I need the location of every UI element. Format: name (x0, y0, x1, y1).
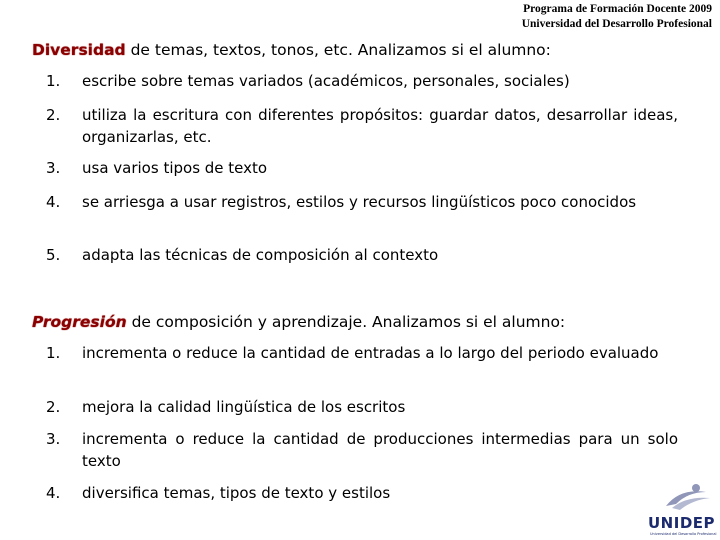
item-text: utiliza la escritura con diferentes propósitos: guardar datos, desarrollar ideas, organizarlas, etc. (82, 106, 678, 146)
item-number: 4. (46, 193, 61, 211)
item-number: 2. (46, 106, 61, 124)
logo-name: UNIDEP (648, 514, 716, 532)
item-number: 4. (46, 484, 61, 502)
item-number: 3. (46, 159, 61, 177)
item-text: incrementa o reduce la cantidad de entradas a lo largo del periodo evaluado (82, 344, 659, 362)
item-text: escribe sobre temas variados (académicos, personales, sociales) (82, 72, 570, 90)
section-title-diversidad (32, 40, 551, 60)
section-title-progresion (32, 312, 565, 332)
logo-tagline: Universidad del Desarrollo Profesional (650, 532, 717, 536)
item-number: 2. (46, 398, 61, 416)
item-number: 3. (46, 430, 61, 448)
item-text: adapta las técnicas de composición al contexto (82, 246, 439, 264)
item-number: 1. (46, 344, 61, 362)
section-title-rest: de composición y aprendizaje. Analizamos si el alumno: (126, 313, 566, 331)
section-title-rest: de temas, textos, tonos, etc. Analizamos si el alumno: (125, 41, 551, 59)
header-university: Universidad del Desarrollo Profesional (521, 18, 712, 30)
header (522, 2, 712, 32)
header-program: Programa de Formación Docente 2009 (523, 3, 712, 15)
keyword-diversidad: Diversidad (32, 41, 126, 59)
item-text: diversifica temas, tipos de texto y estilos (82, 484, 391, 502)
item-number: 5. (46, 246, 61, 264)
item-number: 1. (46, 72, 61, 90)
item-text: se arriesga a usar registros, estilos y recursos lingüísticos poco conocidos (82, 193, 637, 211)
item-text: usa varios tipos de texto (82, 159, 268, 177)
item-text: incrementa o reduce la cantidad de producciones intermedias para un solo texto (82, 430, 678, 470)
keyword-progresion: Progresión (32, 313, 127, 331)
item-text: mejora la calidad lingüística de los escritos (82, 398, 406, 416)
